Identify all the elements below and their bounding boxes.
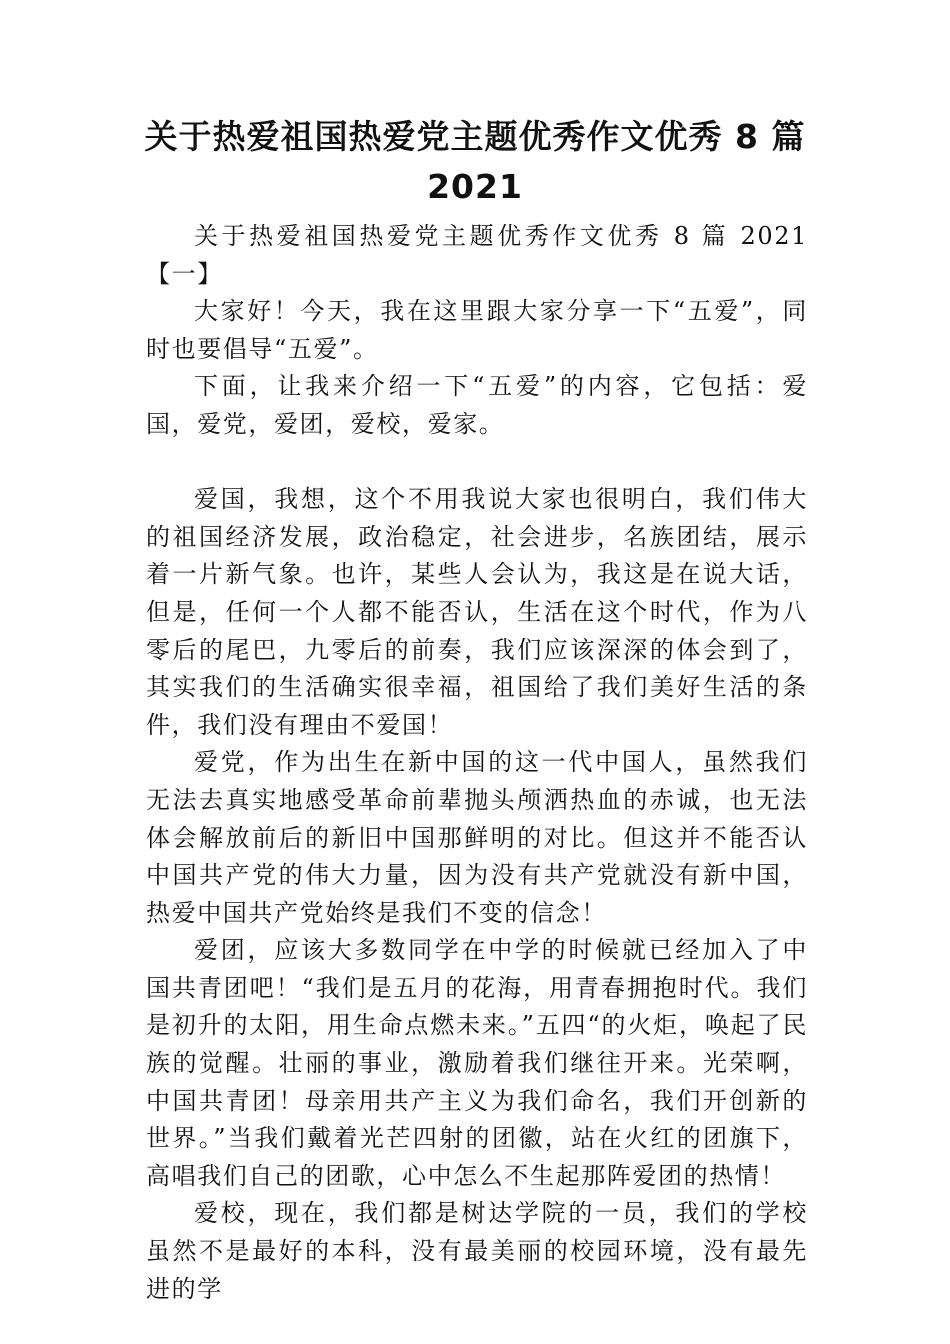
- paragraph-intro: 下面，让我来介绍一下“五爱”的内容，它包括：爱国，爱党，爱团，爱校，爱家。: [146, 372, 808, 438]
- paragraph-love-school: 爱校，现在，我们都是树达学院的一员，我们的学校虽然不是最好的本科，没有最美丽的校园环境，没有最先进的学: [146, 1199, 808, 1303]
- document-title: 关于热爱祖国热爱党主题优秀作文优秀 8 篇 2021: [144, 117, 806, 206]
- paragraph-love-league: 爱团，应该大多数同学在中学的时候就已经加入了中国共青团吧！“我们是五月的花海，用青春拥抱时代。我们是初升的太阳，用生命点燃未来。”五四“的火炬，唤起了民族的觉醒。壮丽的事业，激励着我们继往开来。光荣啊，中国共青团！母亲用共产主义为我们命名，我们开创新的世界。”当我们戴着光芒四射的团徽，站在火红的团旗下，高唱我们自己的团歌，心中怎么不生起那阵爱团的热情！: [146, 936, 808, 1190]
- blank-line: [146, 444, 808, 482]
- paragraph-greeting: 大家好！今天，我在这里跟大家分享一下“五爱”，同时也要倡导“五爱”。: [146, 297, 808, 363]
- paragraph-love-party: 爱党，作为出生在新中国的这一代中国人，虽然我们无法去真实地感受革命前辈抛头颅洒热血的赤诚，也无法体会解放前后的新旧中国那鲜明的对比。但这并不能否认中国共产党的伟大力量，因为没有共产党就没有新中国，热爱中国共产党始终是我们不变的信念！: [146, 748, 808, 927]
- paragraph-heading: 关于热爱祖国热爱党主题优秀作文优秀 8 篇 2021【一】: [146, 222, 808, 288]
- paragraph-love-country: 爱国，我想，这个不用我说大家也很明白，我们伟大的祖国经济发展，政治稳定，社会进步，名族团结，展示着一片新气象。也许，某些人会认为，我这是在说大话，但是，任何一个人都不能否认，生活在这个时代，作为八零后的尾巴，九零后的前奏，我们应该深深的体会到了，其实我们的生活确实很幸福，祖国给了我们美好生活的条件，我们没有理由不爱国！: [146, 485, 808, 739]
- document-body: [146, 218, 808, 1308]
